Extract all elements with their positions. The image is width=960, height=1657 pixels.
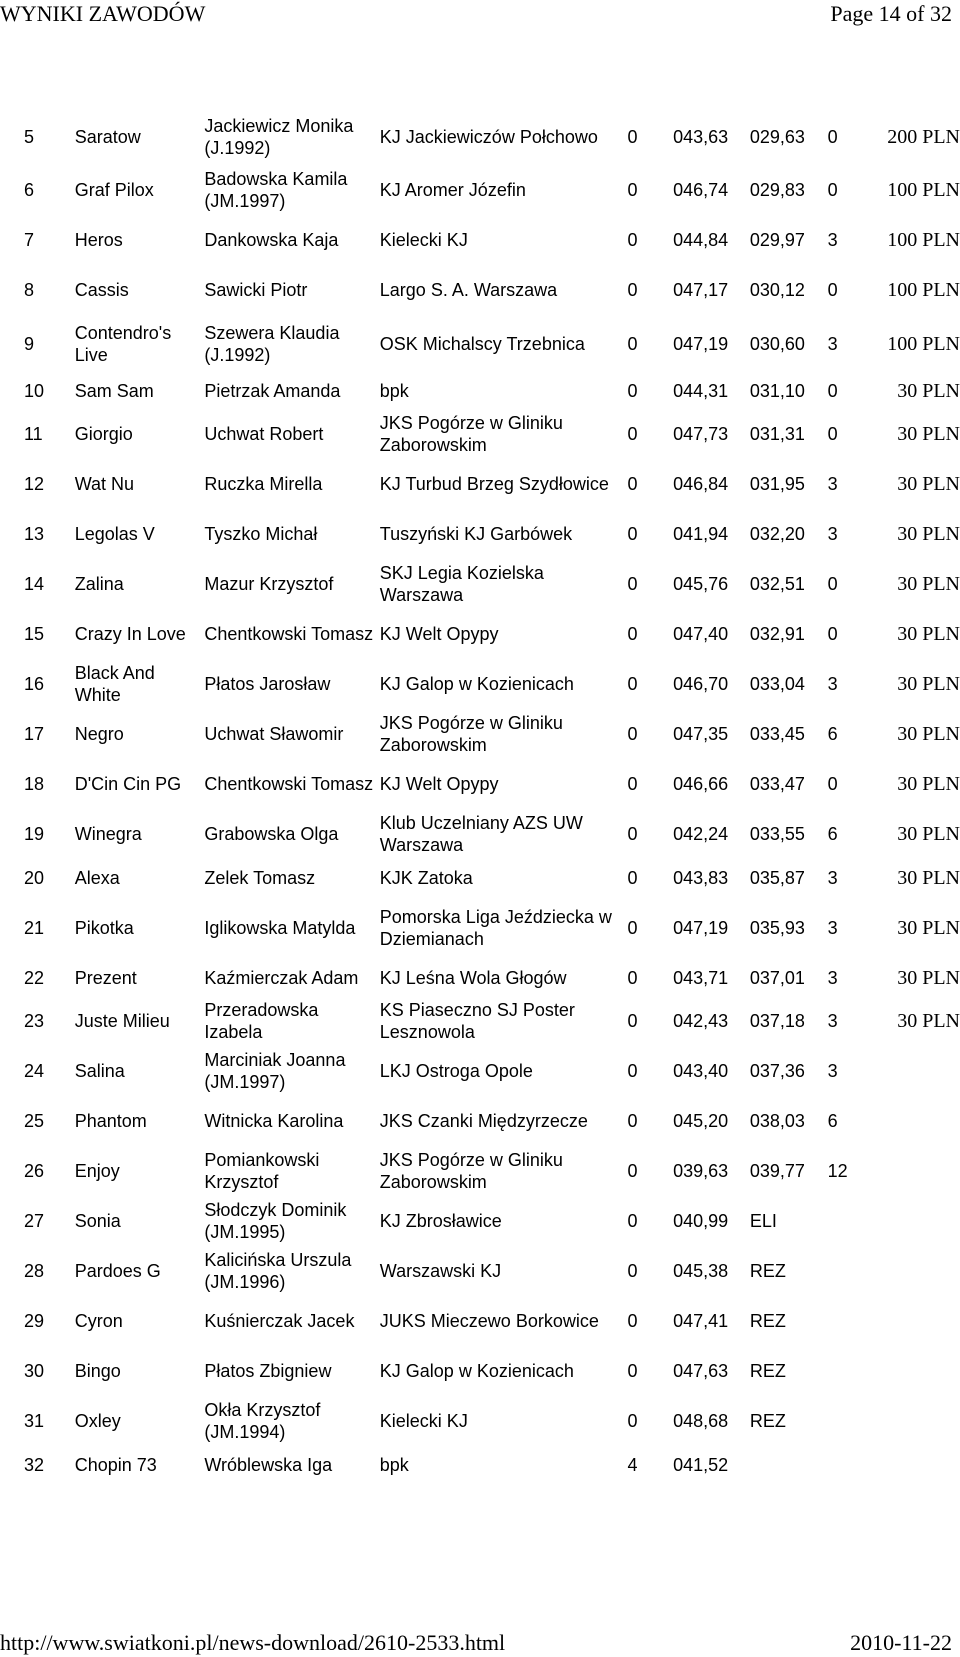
club-name: Kielecki KJ bbox=[379, 1411, 468, 1431]
penalty-points-round2: 12 bbox=[827, 1161, 848, 1181]
horse-name: Pardoes G bbox=[74, 1261, 161, 1281]
club-name: KS Piaseczno SJ Poster Lesznowola bbox=[379, 1000, 575, 1042]
rider-name: Badowska Kamila (JM.1997) bbox=[204, 169, 348, 211]
rider-name: Kalicińska Urszula (JM.1996) bbox=[204, 1250, 352, 1292]
time-round2: 033,04 bbox=[749, 674, 805, 694]
club-name: Warszawski KJ bbox=[379, 1261, 502, 1281]
penalty-points-round2: 6 bbox=[827, 1111, 838, 1131]
penalty-points-round1: 0 bbox=[627, 1061, 638, 1081]
penalty-points-round2: 0 bbox=[827, 624, 838, 644]
results-body bbox=[24, 108, 960, 1483]
time-round2: 032,20 bbox=[749, 524, 805, 544]
table-row bbox=[24, 709, 960, 759]
penalty-points-round1: 0 bbox=[627, 1361, 638, 1381]
time-round1: 047,73 bbox=[673, 424, 729, 444]
rank-cell: 19 bbox=[24, 824, 45, 844]
time-round2: 030,60 bbox=[749, 333, 805, 354]
penalty-points-round2 bbox=[828, 1296, 886, 1346]
penalty-points-round1: 0 bbox=[627, 867, 638, 888]
horse-name: Negro bbox=[74, 724, 124, 744]
time-round1: 046,84 bbox=[673, 474, 729, 494]
club-name: KJ Aromer Józefin bbox=[379, 180, 526, 200]
table-row bbox=[24, 265, 960, 315]
rank-cell: 11 bbox=[24, 424, 43, 444]
club-name: JKS Czanki Międzyrzecze bbox=[379, 1111, 588, 1131]
penalty-points-round2: 0 bbox=[827, 424, 838, 444]
time-round1: 047,35 bbox=[673, 724, 729, 744]
rider-name: Ruczka Mirella bbox=[204, 474, 323, 494]
rider-name: Przeradowska Izabela bbox=[204, 1000, 319, 1042]
rank-cell: 24 bbox=[24, 1061, 45, 1081]
time-round1: 047,40 bbox=[673, 624, 729, 644]
rider-name: Grabowska Olga bbox=[204, 824, 339, 844]
time-round2: 032,91 bbox=[749, 624, 805, 644]
time-round1: 046,74 bbox=[673, 180, 729, 200]
horse-name: Giorgio bbox=[74, 424, 133, 444]
horse-name: Saratow bbox=[74, 126, 141, 147]
prize-money: 100 PLN bbox=[887, 279, 960, 301]
rider-name: Kaźmierczak Adam bbox=[204, 967, 359, 988]
table-row bbox=[24, 759, 960, 809]
rider-name: Chentkowski Tomasz bbox=[204, 624, 374, 644]
time-round1: 043,40 bbox=[673, 1061, 729, 1081]
prize-money: 30 PLN bbox=[897, 823, 960, 845]
horse-name: Bingo bbox=[74, 1361, 121, 1381]
penalty-points-round1: 0 bbox=[627, 1411, 638, 1431]
rank-cell: 7 bbox=[24, 230, 35, 250]
table-row bbox=[24, 1196, 960, 1246]
table-row bbox=[24, 896, 960, 959]
rank-cell: 20 bbox=[24, 867, 45, 888]
horse-name: Wat Nu bbox=[74, 474, 135, 494]
rank-cell: 21 bbox=[24, 917, 45, 938]
time-round1: 043,71 bbox=[673, 967, 729, 988]
penalty-points-round2: 3 bbox=[827, 867, 838, 888]
club-name: OSK Michalscy Trzebnica bbox=[379, 333, 585, 354]
rank-cell: 23 bbox=[24, 1011, 45, 1031]
penalty-points-round2: 6 bbox=[827, 724, 838, 744]
table-row bbox=[24, 409, 960, 459]
club-name: JKS Pogórze w Gliniku Zaborowskim bbox=[379, 413, 563, 455]
club-name: KJ Galop w Kozienicach bbox=[379, 674, 574, 694]
penalty-points-round2: 3 bbox=[827, 524, 838, 544]
penalty-points-round1: 0 bbox=[627, 424, 638, 444]
time-round2: 038,03 bbox=[749, 1111, 805, 1131]
penalty-points-round2: 3 bbox=[827, 967, 838, 988]
table-row bbox=[24, 372, 960, 409]
penalty-points-round1: 4 bbox=[627, 1454, 638, 1475]
rank-cell: 29 bbox=[24, 1311, 45, 1331]
time-round1: 048,68 bbox=[673, 1411, 729, 1431]
rider-name: Marciniak Joanna (JM.1997) bbox=[204, 1050, 346, 1092]
prize-money bbox=[885, 1246, 960, 1296]
table-row bbox=[24, 108, 960, 165]
time-round1: 044,84 bbox=[673, 230, 729, 250]
penalty-points-round1: 0 bbox=[627, 1261, 638, 1281]
penalty-points-round2: 3 bbox=[827, 674, 838, 694]
time-round2: 037,36 bbox=[749, 1061, 805, 1081]
time-round1: 044,31 bbox=[673, 380, 729, 401]
horse-name: Cassis bbox=[74, 280, 129, 300]
club-name: KJ Jackiewiczów Połchowo bbox=[379, 126, 598, 147]
club-name: KJ Zbrosławice bbox=[379, 1211, 502, 1231]
penalty-points-round2: 3 bbox=[827, 333, 838, 354]
club-name: LKJ Ostroga Opole bbox=[379, 1061, 533, 1081]
penalty-points-round2: 0 bbox=[827, 574, 838, 594]
time-round2: ELI bbox=[749, 1211, 777, 1231]
time-round2: 037,18 bbox=[749, 1011, 805, 1031]
rider-name: Pomiankowski Krzysztof bbox=[204, 1150, 320, 1192]
penalty-points-round2: 3 bbox=[827, 917, 838, 938]
prize-money: 30 PLN bbox=[897, 866, 960, 889]
penalty-points-round1: 0 bbox=[627, 674, 638, 694]
time-round2: 029,97 bbox=[749, 230, 805, 250]
table-row bbox=[24, 315, 960, 372]
table-row bbox=[24, 809, 960, 859]
horse-name: Phantom bbox=[74, 1111, 147, 1131]
penalty-points-round1: 0 bbox=[627, 967, 638, 988]
prize-money: 30 PLN bbox=[897, 623, 960, 645]
penalty-points-round2 bbox=[828, 1246, 886, 1296]
results-table bbox=[24, 108, 960, 1483]
prize-money: 30 PLN bbox=[897, 1010, 960, 1032]
rank-cell: 8 bbox=[24, 280, 35, 300]
rank-cell: 5 bbox=[24, 126, 35, 147]
prize-money: 30 PLN bbox=[897, 773, 960, 795]
rider-name: Płatos Zbigniew bbox=[204, 1361, 332, 1381]
table-row bbox=[24, 959, 960, 996]
penalty-points-round2: 3 bbox=[827, 1061, 838, 1081]
rider-name: Uchwat Robert bbox=[204, 424, 324, 444]
time-round2: 039,77 bbox=[749, 1161, 805, 1181]
club-name: Tuszyński KJ Garbówek bbox=[379, 524, 573, 544]
time-round2: 031,31 bbox=[749, 424, 805, 444]
time-round1: 045,38 bbox=[673, 1261, 729, 1281]
penalty-points-round2 bbox=[828, 1396, 886, 1446]
time-round1: 046,66 bbox=[673, 774, 729, 794]
penalty-points-round1: 0 bbox=[627, 774, 638, 794]
prize-money: 30 PLN bbox=[897, 379, 960, 402]
rank-cell: 31 bbox=[24, 1411, 45, 1431]
club-name: KJ Galop w Kozienicach bbox=[379, 1361, 574, 1381]
club-name: Klub Uczelniany AZS UW Warszawa bbox=[379, 813, 583, 855]
time-round1: 042,43 bbox=[673, 1011, 729, 1031]
prize-money bbox=[885, 1296, 960, 1346]
horse-name: Prezent bbox=[74, 967, 137, 988]
penalty-points-round1: 0 bbox=[627, 280, 638, 300]
rank-cell: 10 bbox=[24, 380, 45, 401]
time-round1: 047,17 bbox=[673, 280, 729, 300]
horse-name: Crazy In Love bbox=[74, 624, 186, 644]
table-row bbox=[24, 859, 960, 896]
prize-money bbox=[885, 1146, 960, 1196]
penalty-points-round1: 0 bbox=[627, 1311, 638, 1331]
club-name: KJK Zatoka bbox=[379, 867, 473, 888]
horse-name: Contendro's Live bbox=[74, 322, 172, 365]
time-round1: 041,52 bbox=[673, 1454, 729, 1475]
penalty-points-round1: 0 bbox=[627, 474, 638, 494]
table-row bbox=[24, 1096, 960, 1146]
horse-name: Oxley bbox=[74, 1411, 121, 1431]
club-name: Largo S. A. Warszawa bbox=[379, 280, 558, 300]
penalty-points-round2: 3 bbox=[827, 474, 838, 494]
horse-name: D'Cin Cin PG bbox=[74, 774, 182, 794]
horse-name: Chopin 73 bbox=[74, 1454, 157, 1475]
time-round1: 040,99 bbox=[673, 1211, 729, 1231]
prize-money: 100 PLN bbox=[887, 179, 960, 201]
rider-name: Kuśnierczak Jacek bbox=[204, 1311, 355, 1331]
time-round1: 046,70 bbox=[673, 674, 729, 694]
time-round2: 032,51 bbox=[749, 574, 805, 594]
prize-money: 100 PLN bbox=[887, 229, 960, 251]
rider-name: Chentkowski Tomasz bbox=[204, 774, 374, 794]
penalty-points-round2: 0 bbox=[827, 774, 838, 794]
penalty-points-round2: 3 bbox=[827, 230, 838, 250]
table-row bbox=[24, 1396, 960, 1446]
club-name: KJ Leśna Wola Głogów bbox=[379, 967, 567, 988]
penalty-points-round1: 0 bbox=[627, 917, 638, 938]
table-row bbox=[24, 215, 960, 265]
club-name: KJ Turbud Brzeg Szydłowice bbox=[379, 474, 609, 494]
horse-name: Black And White bbox=[74, 663, 155, 705]
table-row bbox=[24, 459, 960, 509]
rank-cell: 27 bbox=[24, 1211, 45, 1231]
rider-name: Okła Krzysztof (JM.1994) bbox=[204, 1400, 321, 1442]
document-title: WYNIKI ZAWODÓW bbox=[0, 1, 206, 26]
prize-money bbox=[885, 1396, 960, 1446]
table-row bbox=[24, 1346, 960, 1396]
table-row bbox=[24, 1246, 960, 1296]
penalty-points-round1: 0 bbox=[627, 824, 638, 844]
time-round1: 045,20 bbox=[673, 1111, 729, 1131]
rider-name: Dankowska Kaja bbox=[204, 230, 339, 250]
rank-cell: 17 bbox=[24, 724, 45, 744]
penalty-points-round2: 0 bbox=[827, 126, 838, 147]
horse-name: Sonia bbox=[74, 1211, 121, 1231]
penalty-points-round1: 0 bbox=[627, 724, 638, 744]
penalty-points-round1: 0 bbox=[627, 1211, 638, 1231]
penalty-points-round2 bbox=[828, 1446, 886, 1483]
rider-name: Słodczyk Dominik (JM.1995) bbox=[204, 1200, 347, 1242]
rider-name: Sawicki Piotr bbox=[204, 280, 308, 300]
time-round2: 035,87 bbox=[749, 867, 805, 888]
penalty-points-round2 bbox=[828, 1346, 886, 1396]
club-name: JUKS Mieczewo Borkowice bbox=[379, 1311, 599, 1331]
time-round2: 033,45 bbox=[749, 724, 805, 744]
horse-name: Graf Pilox bbox=[74, 180, 154, 200]
time-round1: 039,63 bbox=[673, 1161, 729, 1181]
horse-name: Winegra bbox=[74, 824, 142, 844]
penalty-points-round1: 0 bbox=[627, 380, 638, 401]
rider-name: Płatos Jarosław bbox=[204, 674, 331, 694]
time-round1: 047,19 bbox=[673, 917, 729, 938]
club-name: JKS Pogórze w Gliniku Zaborowskim bbox=[379, 1150, 563, 1192]
penalty-points-round1: 0 bbox=[627, 180, 638, 200]
rider-name: Zelek Tomasz bbox=[204, 867, 316, 888]
horse-name: Zalina bbox=[74, 574, 124, 594]
penalty-points-round2: 3 bbox=[827, 1011, 838, 1031]
table-row bbox=[24, 165, 960, 215]
prize-money: 30 PLN bbox=[897, 723, 960, 745]
time-round1: 041,94 bbox=[673, 524, 729, 544]
prize-money: 30 PLN bbox=[897, 423, 960, 445]
prize-money: 30 PLN bbox=[897, 916, 960, 939]
penalty-points-round2 bbox=[828, 1196, 886, 1246]
time-round2: REZ bbox=[749, 1411, 786, 1431]
horse-name: Heros bbox=[74, 230, 123, 250]
horse-name: Pikotka bbox=[74, 917, 134, 938]
table-row bbox=[24, 509, 960, 559]
table-row bbox=[24, 559, 960, 609]
rider-name: Wróblewska Iga bbox=[204, 1454, 333, 1475]
time-round2 bbox=[750, 1446, 828, 1483]
prize-money: 200 PLN bbox=[887, 125, 960, 148]
rank-cell: 22 bbox=[24, 967, 45, 988]
prize-money bbox=[885, 1096, 960, 1146]
prize-money bbox=[885, 1446, 960, 1483]
rider-name: Szewera Klaudia (J.1992) bbox=[204, 322, 340, 365]
time-round2: 033,55 bbox=[749, 824, 805, 844]
penalty-points-round1: 0 bbox=[627, 624, 638, 644]
penalty-points-round1: 0 bbox=[627, 126, 638, 147]
prize-money: 30 PLN bbox=[897, 473, 960, 495]
club-name: KJ Welt Opypy bbox=[379, 624, 499, 644]
time-round2: REZ bbox=[749, 1361, 786, 1381]
table-row bbox=[24, 996, 960, 1046]
rank-cell: 16 bbox=[24, 674, 45, 694]
time-round2: 035,93 bbox=[749, 917, 805, 938]
time-round1: 043,63 bbox=[673, 126, 729, 147]
rider-name: Tyszko Michał bbox=[204, 524, 318, 544]
prize-money bbox=[885, 1046, 960, 1096]
time-round1: 042,24 bbox=[673, 824, 729, 844]
prize-money bbox=[885, 1346, 960, 1396]
rider-name: Iglikowska Matylda bbox=[204, 917, 356, 938]
horse-name: Alexa bbox=[74, 867, 120, 888]
penalty-points-round1: 0 bbox=[627, 524, 638, 544]
table-row bbox=[24, 659, 960, 709]
table-row bbox=[24, 1146, 960, 1196]
penalty-points-round1: 0 bbox=[627, 1011, 638, 1031]
club-name: JKS Pogórze w Gliniku Zaborowskim bbox=[379, 713, 563, 755]
penalty-points-round2: 6 bbox=[827, 824, 838, 844]
penalty-points-round1: 0 bbox=[627, 230, 638, 250]
rank-cell: 18 bbox=[24, 774, 45, 794]
rider-name: Uchwat Sławomir bbox=[204, 724, 344, 744]
time-round2: 029,83 bbox=[749, 180, 805, 200]
club-name: Pomorska Liga Jeździecka w Dziemianach bbox=[379, 906, 612, 949]
time-round2: 031,10 bbox=[749, 380, 805, 401]
rank-cell: 32 bbox=[24, 1454, 45, 1475]
time-round2: REZ bbox=[749, 1311, 786, 1331]
time-round1: 047,41 bbox=[673, 1311, 729, 1331]
prize-money: 30 PLN bbox=[897, 673, 960, 695]
horse-name: Juste Milieu bbox=[74, 1011, 170, 1031]
rider-name: Witnicka Karolina bbox=[204, 1111, 344, 1131]
club-name: bpk bbox=[379, 1454, 409, 1475]
rank-cell: 9 bbox=[24, 333, 35, 354]
horse-name: Salina bbox=[74, 1061, 125, 1081]
source-url: http://www.swiatkoni.pl/news-download/2610-2533.html bbox=[0, 1630, 506, 1655]
time-round2: 029,63 bbox=[749, 126, 805, 147]
penalty-points-round2: 0 bbox=[827, 280, 838, 300]
rider-name: Jackiewicz Monika (J.1992) bbox=[204, 115, 354, 158]
rank-cell: 15 bbox=[24, 624, 45, 644]
penalty-points-round1: 0 bbox=[627, 1161, 638, 1181]
horse-name: Sam Sam bbox=[74, 380, 154, 401]
rider-name: Pietrzak Amanda bbox=[204, 380, 341, 401]
print-date: 2010-11-22 bbox=[850, 1630, 952, 1655]
prize-money: 30 PLN bbox=[897, 966, 960, 989]
club-name: SKJ Legia Kozielska Warszawa bbox=[379, 563, 544, 605]
rider-name: Mazur Krzysztof bbox=[204, 574, 334, 594]
time-round1: 047,19 bbox=[673, 333, 729, 354]
horse-name: Legolas V bbox=[74, 524, 155, 544]
rank-cell: 13 bbox=[24, 524, 45, 544]
rank-cell: 28 bbox=[24, 1261, 45, 1281]
table-row bbox=[24, 1046, 960, 1096]
rank-cell: 14 bbox=[24, 574, 45, 594]
horse-name: Cyron bbox=[74, 1311, 123, 1331]
penalty-points-round2: 0 bbox=[827, 380, 838, 401]
time-round2: 030,12 bbox=[749, 280, 805, 300]
club-name: bpk bbox=[379, 380, 409, 401]
club-name: Kielecki KJ bbox=[379, 230, 468, 250]
club-name: KJ Welt Opypy bbox=[379, 774, 499, 794]
time-round2: REZ bbox=[749, 1261, 786, 1281]
penalty-points-round2: 0 bbox=[827, 180, 838, 200]
rank-cell: 30 bbox=[24, 1361, 45, 1381]
table-row bbox=[24, 609, 960, 659]
time-round2: 031,95 bbox=[749, 474, 805, 494]
table-row bbox=[24, 1446, 960, 1483]
rank-cell: 26 bbox=[24, 1161, 45, 1181]
time-round1: 043,83 bbox=[673, 867, 729, 888]
rank-cell: 12 bbox=[24, 474, 45, 494]
time-round1: 045,76 bbox=[673, 574, 729, 594]
page-number: Page 14 of 32 bbox=[830, 1, 952, 26]
time-round2: 033,47 bbox=[749, 774, 805, 794]
time-round1: 047,63 bbox=[673, 1361, 729, 1381]
prize-money: 30 PLN bbox=[897, 523, 960, 545]
prize-money: 100 PLN bbox=[887, 332, 960, 355]
penalty-points-round1: 0 bbox=[627, 1111, 638, 1131]
penalty-points-round1: 0 bbox=[627, 333, 638, 354]
prize-money: 30 PLN bbox=[897, 573, 960, 595]
penalty-points-round1: 0 bbox=[627, 574, 638, 594]
horse-name: Enjoy bbox=[74, 1161, 120, 1181]
rank-cell: 25 bbox=[24, 1111, 45, 1131]
rank-cell: 6 bbox=[24, 180, 35, 200]
time-round2: 037,01 bbox=[749, 967, 805, 988]
table-row bbox=[24, 1296, 960, 1346]
prize-money bbox=[885, 1196, 960, 1246]
